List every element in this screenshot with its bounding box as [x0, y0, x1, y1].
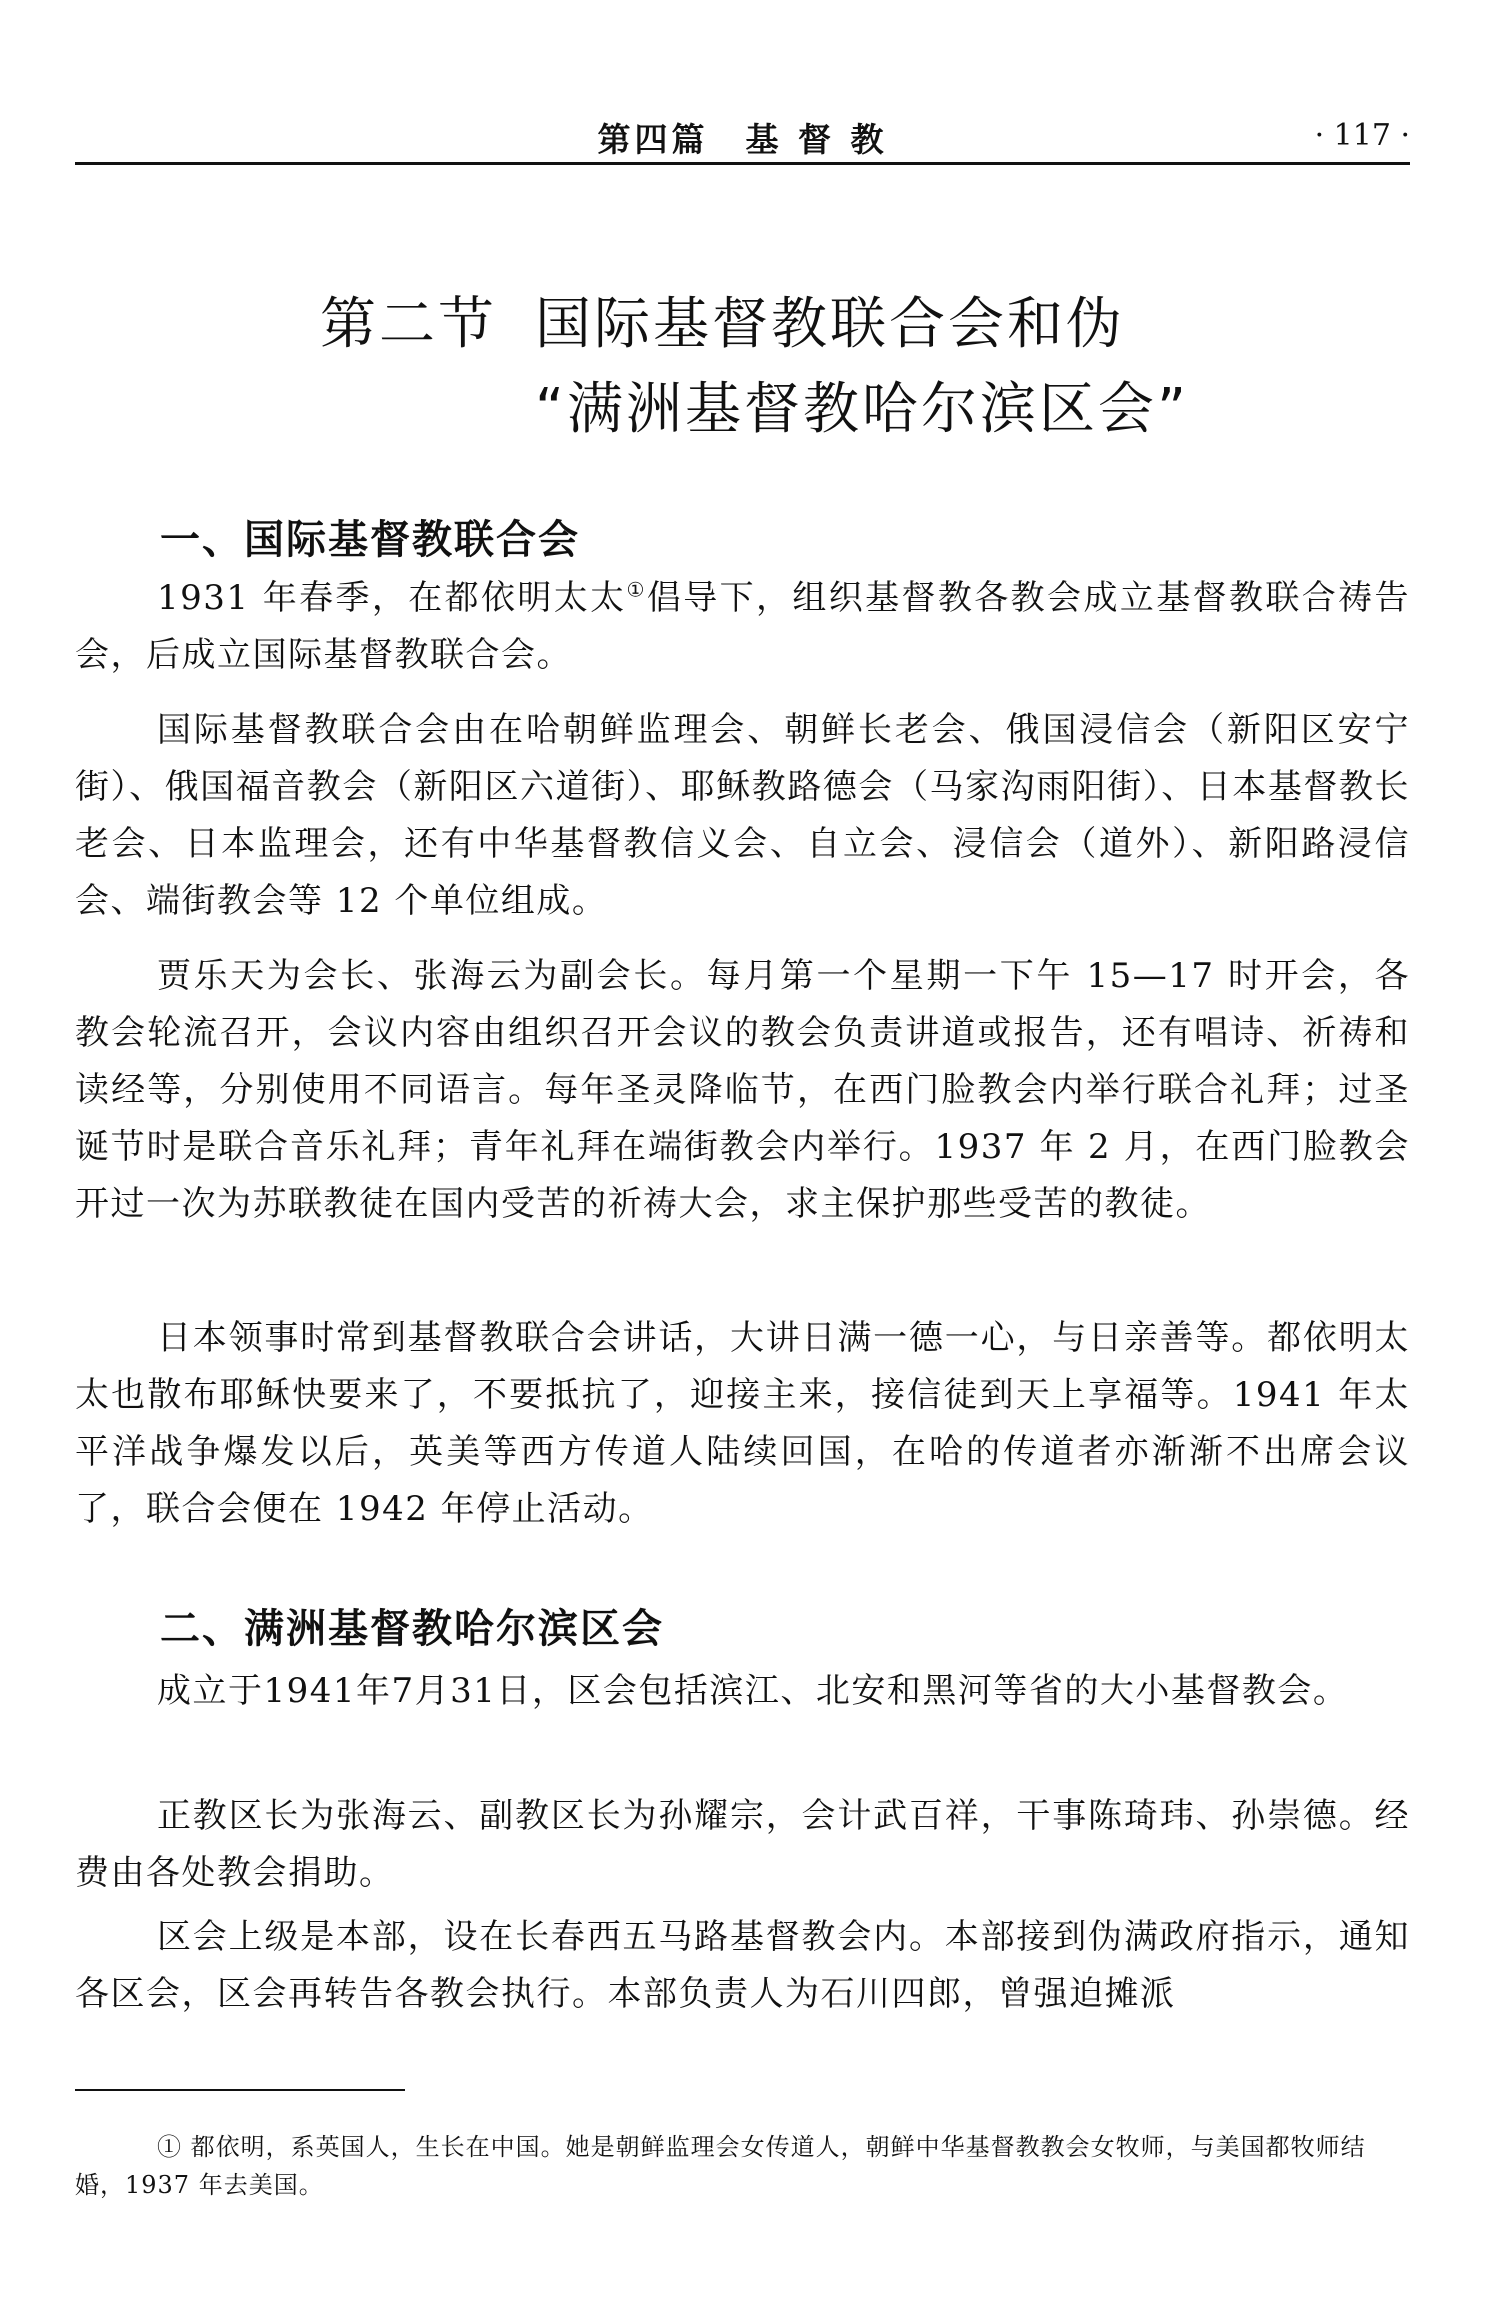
paragraph-1-text-b: 倡导下，组织基督教各教会成立基督教联合祷告会，后成立国际基督教联合会。 — [75, 578, 1410, 675]
footnote-marker: ① — [626, 577, 647, 602]
running-header-title: 第四篇 基 督 教 — [597, 120, 888, 159]
section-heading-2: 二、满洲基督教哈尔滨区会 — [160, 1606, 664, 1652]
paragraph-3: 贾乐天为会长、张海云为副会长。每月第一个星期一下午 15—17 时开会，各教会轮流召开，会议内容由组织召开会议的教会负责讲道或报告，还有唱诗、祈祷和读经等，分别使用不同语言。每年圣灵降临节，在西门脸教会内举行联合礼拜；过圣诞节时是联合音乐礼拜；青年礼拜在端街教会内举行。1937 年 2 月，在西门脸教会开过一次为苏联教徒在国内受苦的祈祷大会，求主保护那些受苦的教徒。 — [75, 956, 1410, 1224]
footnote-rule — [75, 2089, 405, 2091]
paragraph-2: 国际基督教联合会由在哈朝鲜监理会、朝鲜长老会、俄国浸信会（新阳区安宁街）、俄国福音教会（新阳区六道街）、耶稣教路德会（马家沟雨阳街）、日本基督教长老会、日本监理会，还有中华基督教信义会、自立会、浸信会（道外）、新阳路浸信会、端街教会等 12 个单位组成。 — [75, 710, 1410, 921]
section-heading-1: 一、国际基督教联合会 — [160, 517, 580, 563]
chapter-label: 第二节 — [320, 292, 497, 357]
chapter-title-line2: “满洲基督教哈尔滨区会” — [535, 377, 1190, 442]
footnote: ① 都依明，系英国人，生长在中国。她是朝鲜监理会女传道人，朝鲜中华基督教教会女牧师，与美国都牧师结婚，1937 年去美国。 — [75, 2133, 1366, 2199]
page-number: · 117 · — [1314, 118, 1410, 153]
paragraph-1-text-a: 1931 年春季，在都依明太太 — [157, 578, 627, 618]
paragraph-7: 区会上级是本部，设在长春西五马路基督教会内。本部接到伪满政府指示，通知各区会，区会再转告各教会执行。本部负责人为石川四郎，曾强迫摊派 — [75, 1917, 1410, 2014]
chapter-title — [320, 282, 1320, 452]
chapter-title-line1: 国际基督教联合会和伪 — [535, 292, 1125, 357]
paragraph-5: 成立于1941年7月31日，区会包括滨江、北安和黑河等省的大小基督教会。 — [157, 1671, 1349, 1711]
running-header — [75, 92, 1410, 165]
paragraph-4: 日本领事时常到基督教联合会讲话，大讲日满一德一心，与日亲善等。都依明太太也散布耶稣快要来了，不要抵抗了，迎接主来，接信徒到天上享福等。1941 年太平洋战争爆发以后，英美等西方传道人陆续回国，在哈的传道者亦渐渐不出席会议了，联合会便在 1942 年停止活动。 — [75, 1318, 1410, 1529]
paragraph-1 — [75, 570, 1410, 684]
paragraph-6: 正教区长为张海云、副教区长为孙耀宗，会计武百祥，干事陈琦玮、孙崇德。经费由各处教会捐助。 — [75, 1796, 1410, 1893]
